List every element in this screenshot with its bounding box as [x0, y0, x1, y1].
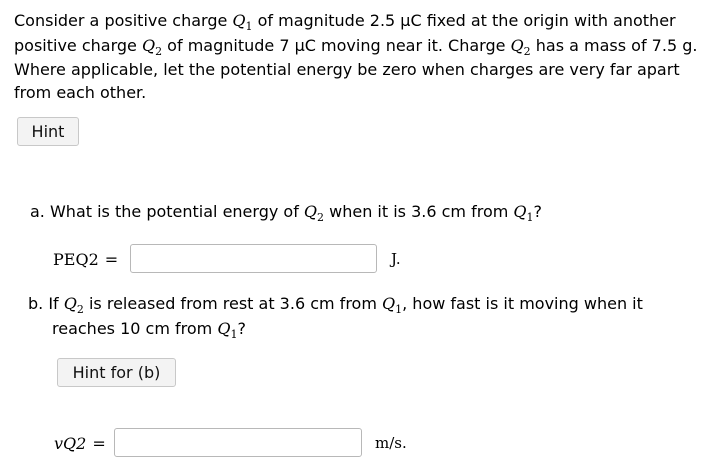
v-unit-label: m/s. [375, 434, 407, 452]
pe-q2-label-text: PEQ2 [53, 250, 99, 269]
hint-button-label: Hint [31, 122, 65, 141]
question-b [28, 293, 698, 342]
question-a [30, 201, 542, 226]
problem-statement [14, 10, 704, 104]
q1-symbol: $Q_1$ [217, 318, 238, 341]
question-b-text: , how fast is it moving when it [402, 294, 643, 313]
v-q2-label [54, 434, 106, 453]
intro-text-2: of magnitude 2.5 μC fixed at the origin with another positive charge [14, 11, 676, 55]
question-a-text: ? [533, 202, 543, 221]
question-b-line-2: reaches 10 cm from $Q_1$? [52, 318, 246, 341]
q2-symbol: $Q_2$ [510, 35, 531, 58]
hint-b-button[interactable] [57, 358, 176, 387]
pe-q2-input[interactable] [130, 244, 377, 273]
pe-q2-label [53, 250, 118, 269]
v-q2-label-text: vQ2 [54, 434, 87, 453]
pe-unit-label: J. [391, 250, 401, 268]
q2-symbol: $Q_2$ [63, 294, 84, 316]
q2-symbol: $Q_2$ [303, 202, 325, 224]
intro-text-3: of magnitude 7 μC moving near it. Charge [162, 35, 511, 55]
equals-sign: = [104, 250, 119, 269]
intro-text-1: Consider a positive charge [14, 11, 233, 30]
q2-symbol: $Q_2$ [141, 35, 163, 58]
hint-b-button-label: Hint for (b) [72, 363, 161, 382]
equals-sign: = [92, 434, 106, 453]
question-b-text: is released from rest at 3.6 cm from [83, 294, 382, 313]
q1-symbol: $Q_1$ [513, 202, 534, 224]
question-b-text: b. If [28, 294, 64, 313]
question-a-text: when it is 3.6 cm from [324, 202, 514, 221]
q1-symbol: $Q_1$ [232, 11, 253, 33]
question-a-text: a. What is the potential energy of [30, 202, 304, 221]
intro-text-4: has a mass of 7.5 g. Where applicable, let the potential energy be zero when charges are very far apart from each other. [14, 35, 698, 102]
v-q2-input[interactable] [114, 428, 362, 457]
hint-button[interactable] [17, 117, 79, 146]
q1-symbol: $Q_1$ [382, 294, 403, 316]
